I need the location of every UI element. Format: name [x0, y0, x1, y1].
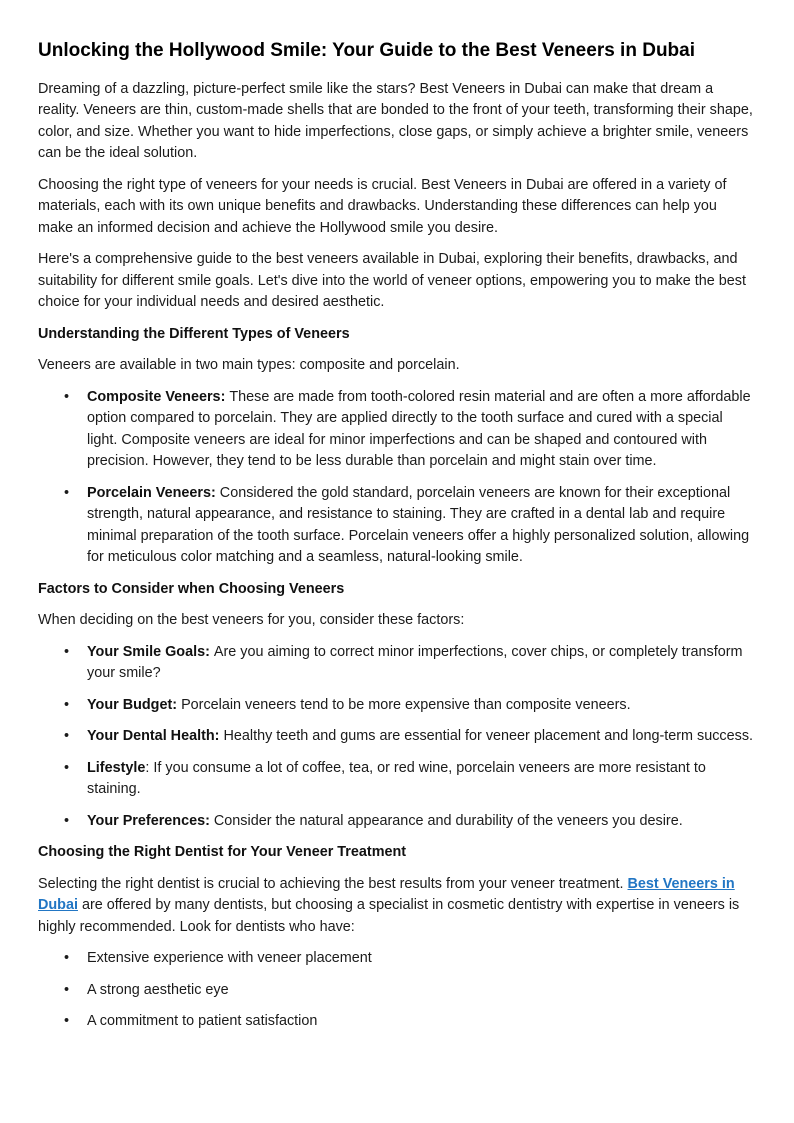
paragraph [38, 610, 756, 632]
text-run: : If you consume a lot of coffee, tea, or red wine, porcelain veneers are more resistant to staining. [87, 759, 706, 798]
document-body [38, 79, 756, 1033]
text-run: Choosing the Right Dentist for Your Veneer Treatment [38, 844, 407, 861]
bold-text-run: Your Preferences: [87, 812, 214, 829]
text-run: Choosing the right type of veneers for your needs is crucial. Best Veneers in Dubai are offered in a variety of materials, each with its own unique benefits and drawbacks. Understanding these differences can help you make an informed decision and achieve the Hollywood smile you desire. [38, 176, 727, 236]
text-run: Factors to Consider when Choosing Veneers [38, 580, 345, 597]
paragraph [38, 874, 756, 939]
text-run: Understanding the Different Types of Veneers [38, 325, 350, 342]
text-run: Veneers are available in two main types: composite and porcelain. [38, 357, 460, 374]
text-run: Are you aiming to correct minor imperfections, cover chips, or completely transform your smile? [87, 643, 743, 682]
bold-text-run: Lifestyle [87, 759, 146, 776]
paragraph [38, 249, 756, 314]
text-run: Healthy teeth and gums are essential for veneer placement and long-term success. [223, 728, 754, 745]
bold-text-run: Your Smile Goals: [87, 643, 214, 660]
section-heading [38, 579, 756, 601]
text-run: These are made from tooth-colored resin material and are often a more affordable option compared to porcelain. They are applied directly to the tooth surface and cured with a special light. Composite veneers are ideal for minor imperfections and can be shaped and contoured with precision. However, they tend to be less durable than porcelain and might stain over time. [87, 388, 751, 470]
paragraph [38, 79, 756, 165]
bold-text-run: Your Dental Health: [87, 728, 224, 745]
bold-text-run: Composite Veneers: [87, 388, 230, 405]
paragraph [38, 355, 756, 377]
bullet-list [38, 642, 756, 833]
text-run: Selecting the right dentist is crucial to achieving the best results from your veneer treatment. [38, 875, 628, 892]
best-veneers-link[interactable]: Best Veneers in Dubai [38, 875, 735, 914]
list-item [38, 483, 756, 569]
list-item [38, 1011, 756, 1033]
document-title: Unlocking the Hollywood Smile: Your Guide to the Best Veneers in Dubai [38, 40, 696, 61]
section-heading [38, 842, 756, 864]
paragraph [38, 175, 756, 240]
text-run: Dreaming of a dazzling, picture-perfect smile like the stars? Best Veneers in Dubai can make that dream a reality. Veneers are thin, custom-made shells that are bonded to the front of your teeth, transforming their shape, color, and size. Whether you want to hide imperfections, close gaps, or simply achieve a brighter smile, veneers can be the ideal solution. [38, 80, 753, 162]
bold-text-run: Your Budget: [87, 696, 182, 713]
list-item [38, 980, 756, 1002]
list-item [38, 642, 756, 685]
bold-text-run: Porcelain Veneers: [87, 484, 220, 501]
list-item [38, 758, 756, 801]
text-run: Extensive experience with veneer placement [87, 950, 372, 967]
text-run: are offered by many dentists, but choosing a specialist in cosmetic dentistry with expertise in veneers is highly recommended. Look for dentists who have: [38, 897, 740, 935]
list-item [38, 387, 756, 473]
text-run: Considered the gold standard, porcelain veneers are known for their exceptional strength, natural appearance, and resistance to staining. They are crafted in a dental lab and require minimal preparation of the tooth surface. Porcelain veneers offer a highly personalized solution, allowing for meticulous color matching and a seamless, natural-looking smile. [87, 484, 750, 566]
bullet-list [38, 387, 756, 569]
text-run: A strong aesthetic eye [87, 981, 229, 998]
text-run: A commitment to patient satisfaction [87, 1013, 318, 1030]
list-item [38, 695, 756, 717]
list-item [38, 726, 756, 748]
list-item [38, 811, 756, 833]
list-item [38, 948, 756, 970]
bullet-list [38, 948, 756, 1033]
section-heading [38, 324, 756, 346]
text-run: Porcelain veneers tend to be more expensive than composite veneers. [181, 696, 631, 713]
text-run: Here's a comprehensive guide to the best veneers available in Dubai, exploring their benefits, drawbacks, and suitability for different smile goals. Let's dive into the world of veneer options, empowering you to make the best choice for your individual needs and desired aesthetic. [38, 251, 747, 311]
text-run: Consider the natural appearance and durability of the veneers you desire. [213, 812, 683, 829]
text-run: When deciding on the best veneers for you, consider these factors: [38, 612, 465, 629]
